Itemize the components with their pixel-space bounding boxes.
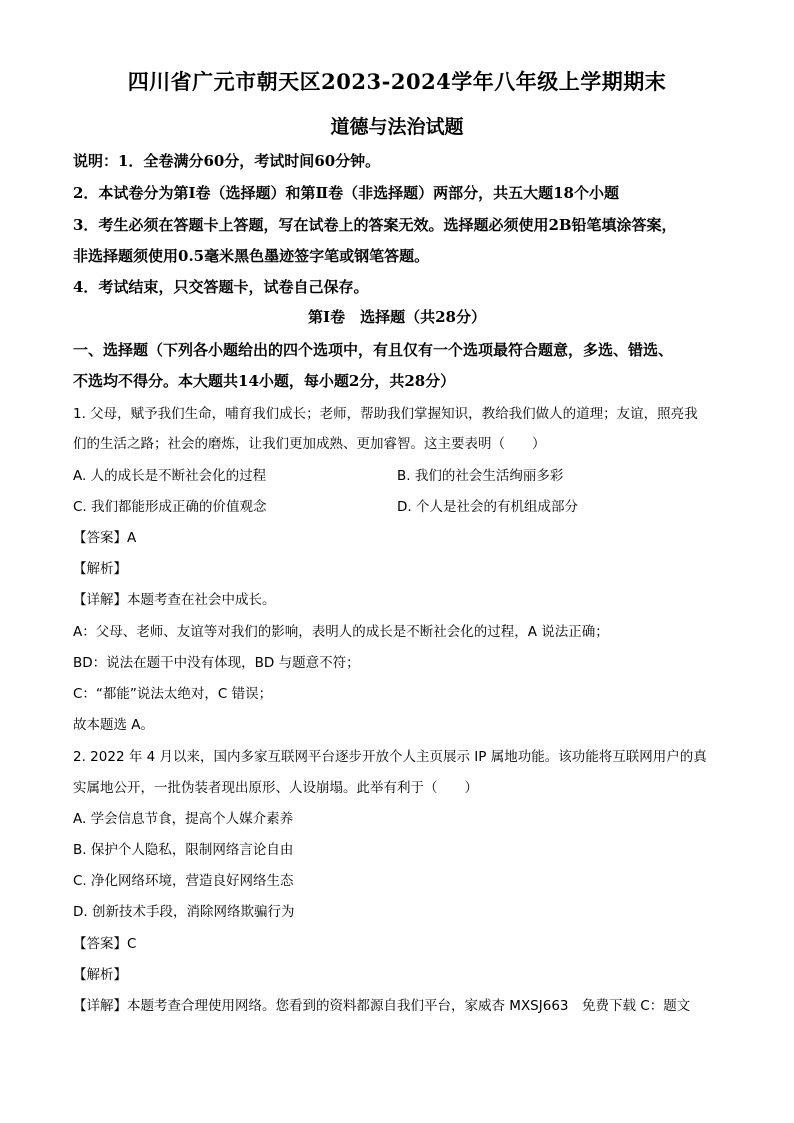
q1-option-c: C. 我们都能形成正确的价值观念 — [73, 499, 267, 515]
q1-stem-line1: 1. 父母，赋予我们生命，哺育我们成长；老师，帮助我们掌握知识，教给我们做人的道理；友谊，照亮我 — [73, 406, 698, 422]
instruction-4: 4．考试结束，只交答题卡，试卷自己保存。 — [73, 278, 369, 296]
q1-answer: 【答案】A — [73, 530, 137, 546]
q2-option-b: B. 保护个人隐私，限制网络言论自由 — [73, 842, 294, 858]
instruction-3: 3．考生必须在答题卡上答题，写在试卷上的答案无效。选择题必须使用2B铅笔填涂答案， — [73, 216, 677, 234]
q1-detail: 【详解】本题考查在社会中成长。 — [73, 592, 276, 608]
q1-conclusion: 故本题选 A。 — [73, 717, 155, 733]
q1-option-b: B. 我们的社会生活绚丽多彩 — [397, 468, 564, 484]
q2-option-a: A. 学会信息节食，提高个人媒介素养 — [73, 811, 294, 827]
q2-stem-line2: 实属地公开，一批伪装者现出原形、人设崩塌。此举有利于（ ） — [73, 780, 478, 796]
document-subtitle: 道德与法治试题 — [330, 116, 464, 138]
q2-option-d: D. 创新技术手段，消除网络欺骗行为 — [73, 904, 295, 920]
q2-option-c: C. 净化网络环境，营造良好网络生态 — [73, 873, 294, 889]
q2-answer: 【答案】C — [73, 936, 137, 952]
q1-explanation-a: A：父母、老师、友谊等对我们的影响，表明人的成长是不断社会化的过程，A 说法正确； — [73, 624, 609, 640]
q1-stem-line2: 们的生活之路；社会的磨炼，让我们更加成熟、更加睿智。这主要表明（ ） — [73, 436, 546, 452]
instruction-3-cont: 非选择题须使用0.5毫米黑色墨迹签字笔或钢笔答题。 — [73, 247, 430, 265]
section-title: 第Ⅰ卷 选择题（共28分） — [308, 308, 486, 326]
instruction-1: 说明：1．全卷满分60分，考试时间60分钟。 — [73, 152, 381, 170]
q1-explanation-bd: BD：说法在题干中没有体现，BD 与题意不符； — [73, 655, 360, 671]
instruction-2: 2．本试卷分为第Ⅰ卷（选择题）和第Ⅱ卷（非选择题）两部分，共五大题18个小题 — [73, 184, 619, 202]
q1-explanation-c: C：“都能”说法太绝对，C 错误； — [73, 686, 273, 702]
section-heading-line1: 一、选择题（下列各小题给出的四个选项中，有且仅有一个选项最符合题意，多选、错选、 — [73, 341, 674, 359]
q2-detail: 【详解】本题考查合理使用网络。您看到的资料都源自我们平台，家威杏 MXSJ663 免费下载 C：题文 — [73, 998, 691, 1014]
q1-option-a: A. 人的成长是不断社会化的过程 — [73, 468, 267, 484]
q1-option-d: D. 个人是社会的有机组成部分 — [397, 499, 578, 515]
document-title: 四川省广元市朝天区2023-2024学年八年级上学期期末 — [127, 69, 667, 94]
q1-analysis-label: 【解析】 — [73, 561, 127, 577]
q2-analysis-label: 【解析】 — [73, 967, 127, 983]
q2-stem-line1: 2. 2022 年 4 月以来，国内多家互联网平台逐步开放个人主页展示 IP 属地功能。该功能将互联网用户的真 — [73, 749, 707, 765]
section-heading-line2: 不选均不得分。本大题共14小题，每小题2分，共28分） — [73, 372, 456, 390]
